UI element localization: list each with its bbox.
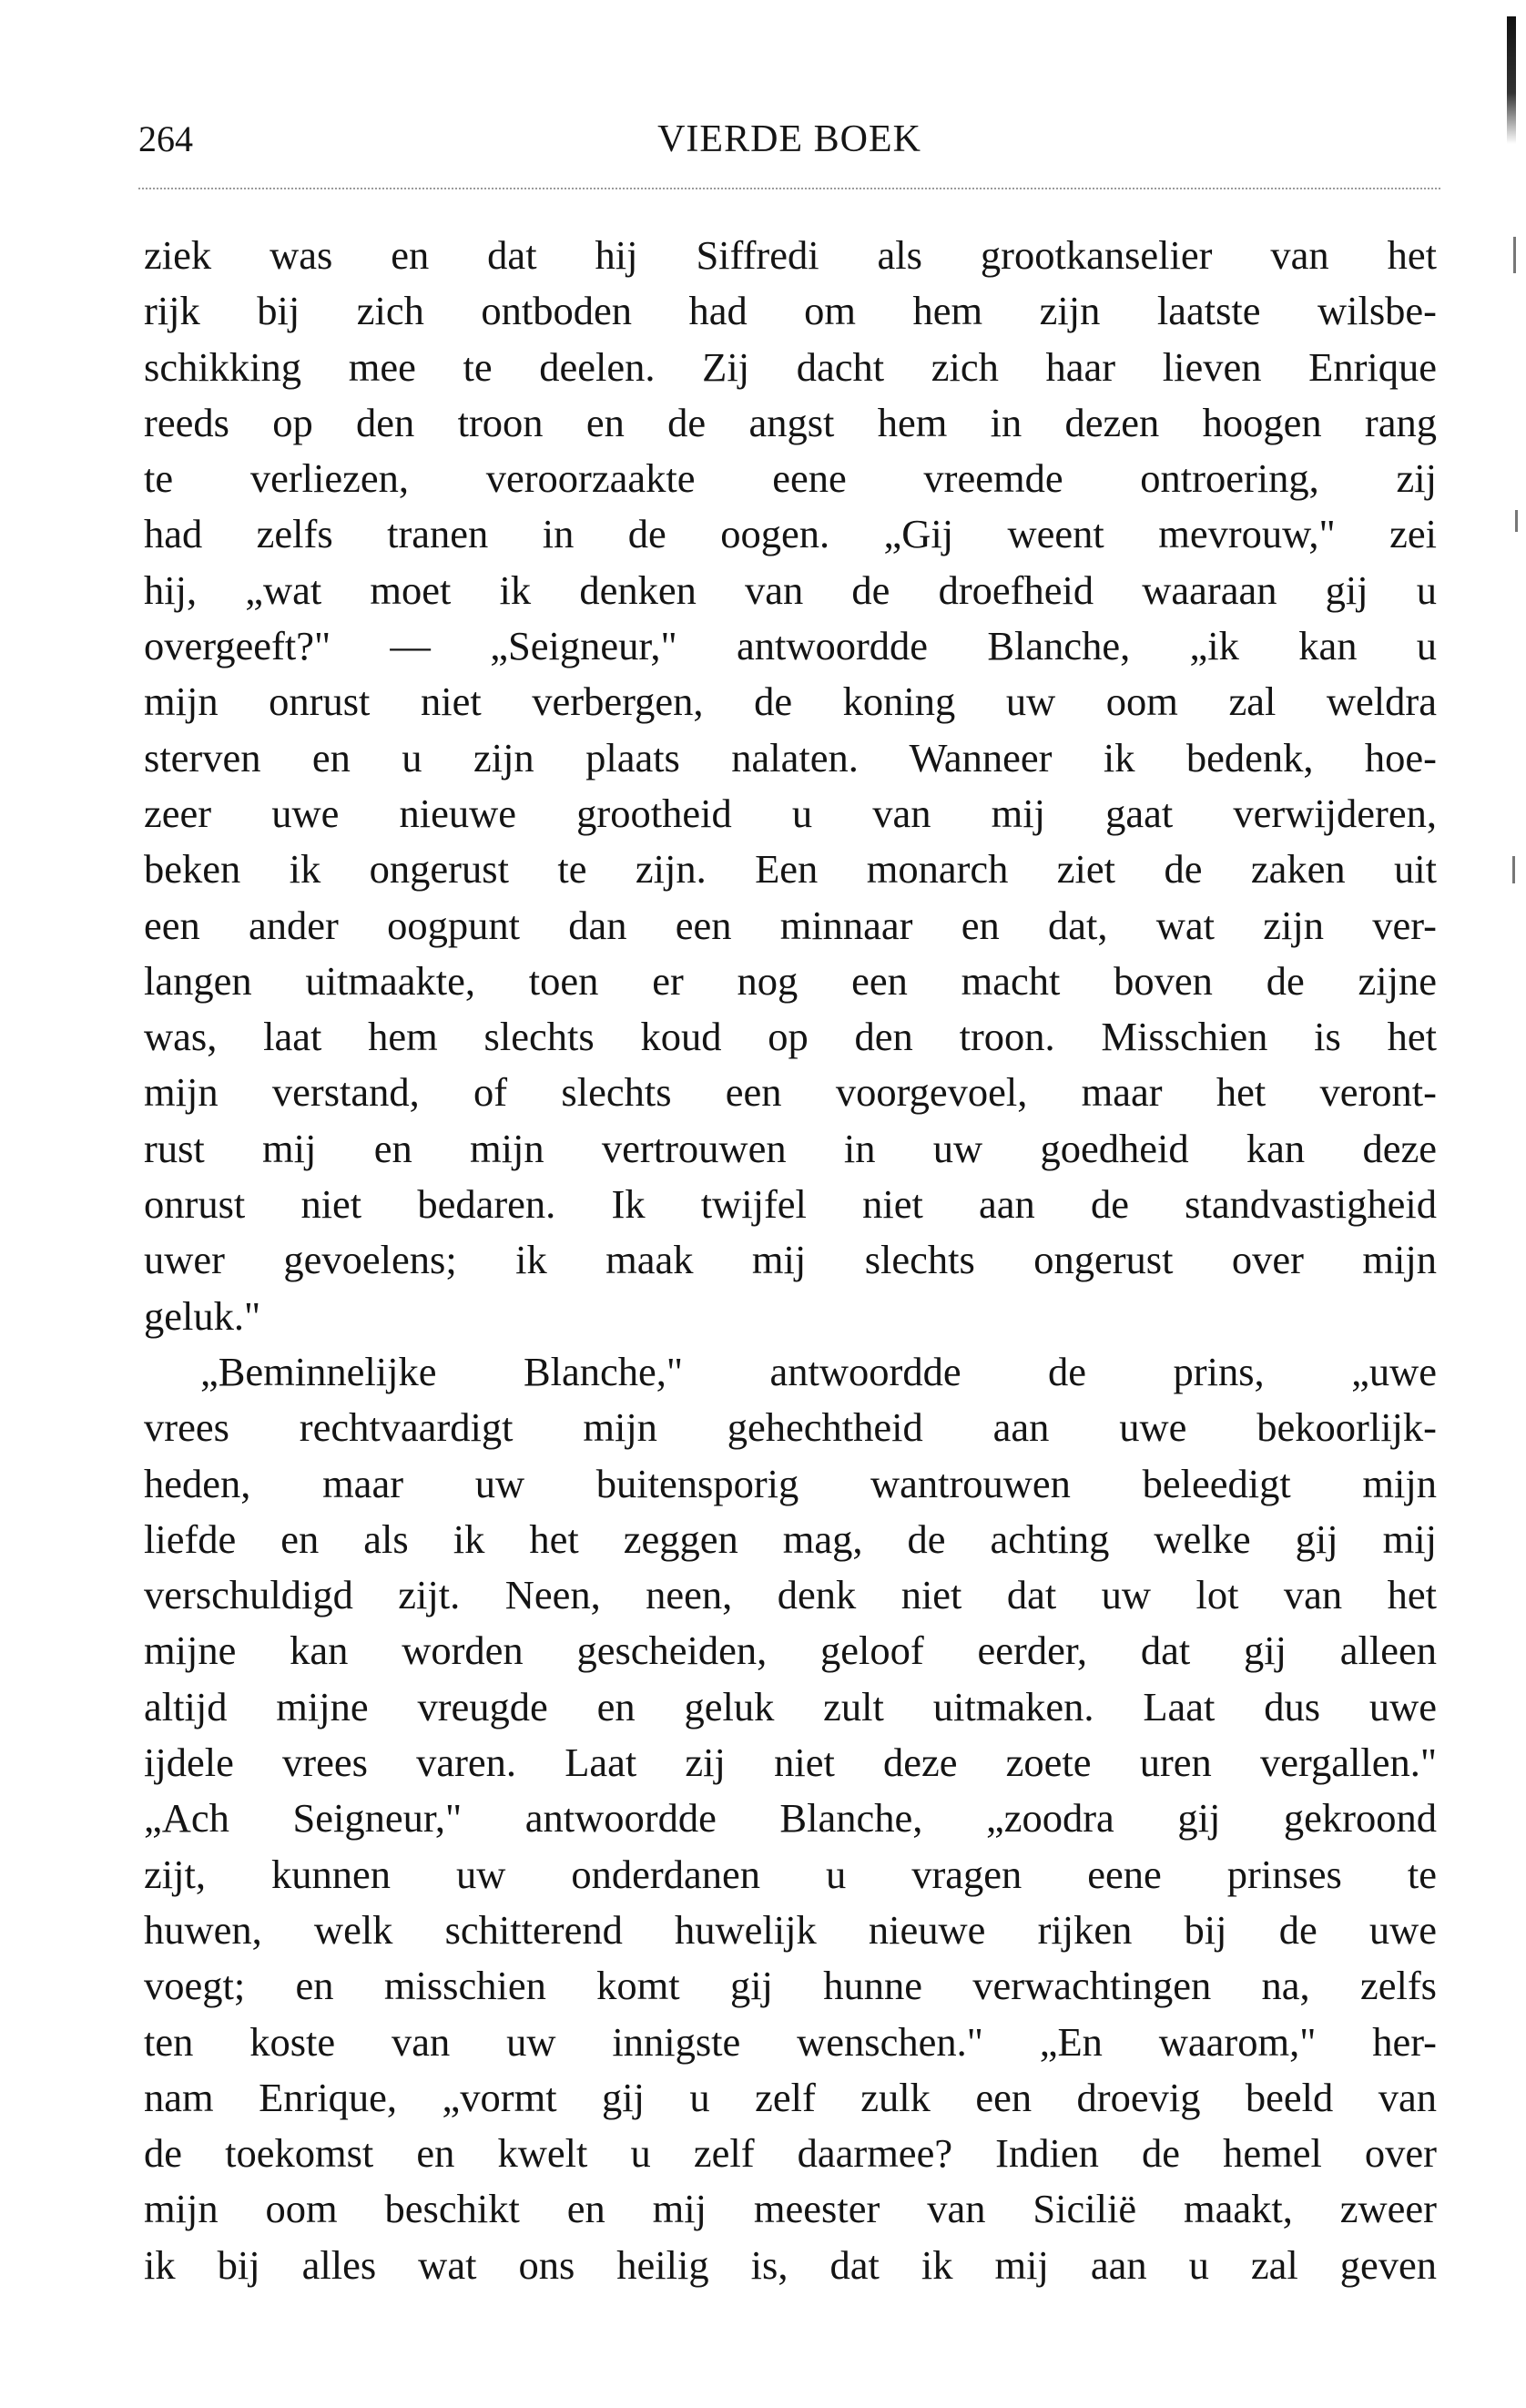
text-line: sterven en u zijn plaats nalaten. Wanneer ik bedenk, hoe- [144, 734, 1437, 781]
page-number: 264 [138, 118, 193, 159]
page-edge-speck [1515, 510, 1518, 532]
header-divider [138, 188, 1440, 189]
text-line: ten koste van uw innigste wenschen." „En waarom," her- [144, 2018, 1437, 2065]
text-line: vrees rechtvaardigt mijn gehechtheid aan uwe bekoorlijk- [144, 1404, 1437, 1451]
text-line: mijn onrust niet verbergen, de koning uw oom zal weldra [144, 679, 1437, 725]
text-line: ik bij alles wat ons heilig is, dat ik mij aan u zal geven [144, 2241, 1437, 2288]
text-line: een ander oogpunt dan een minnaar en dat, wat zijn ver- [144, 902, 1437, 948]
text-line: ziek was en dat hij Siffredi als grootkanselier van het [144, 232, 1437, 278]
body-text [144, 228, 1437, 2293]
text-line: zijt, kunnen uw onderdanen u vragen eene prinses te [144, 1851, 1437, 1897]
page-edge-speck [1512, 856, 1515, 883]
text-line: rijk bij zich ontboden had om hem zijn laatste wilsbe- [144, 288, 1437, 334]
text-line: onrust niet bedaren. Ik twijfel niet aan de standvastigheid [144, 1181, 1437, 1228]
text-line: te verliezen, veroorzaakte eene vreemde ontroering, zij [144, 455, 1437, 502]
text-line: had zelfs tranen in de oogen. „Gij weent mevrouw," zei [144, 511, 1437, 557]
running-title: VIERDE BOEK [657, 118, 921, 160]
page-edge-shadow [1507, 16, 1516, 144]
text-line: zeer uwe nieuwe grootheid u van mij gaat verwijderen, [144, 790, 1437, 836]
text-line: huwen, welk schitterend huwelijk nieuwe rijken bij de uwe [144, 1906, 1437, 1953]
text-line: nam Enrique, „vormt gij u zelf zulk een droevig beeld van [144, 2074, 1437, 2120]
text-line: altijd mijne vreugde en geluk zult uitmaken. Laat dus uwe [144, 1683, 1437, 1729]
text-line: heden, maar uw buitensporig wantrouwen beleedigt mijn [144, 1460, 1437, 1506]
text-line: langen uitmaakte, toen er nog een macht boven de zijne [144, 957, 1437, 1004]
text-line: beken ik ongerust te zijn. Een monarch ziet de zaken uit [144, 846, 1437, 893]
text-line: liefde en als ik het zeggen mag, de achting welke gij mij [144, 1515, 1437, 1562]
text-line: geluk." [144, 1292, 261, 1339]
text-line: voegt; en misschien komt gij hunne verwachtingen na, zelfs [144, 1963, 1437, 2009]
text-line: mijn oom beschikt en mij meester van Sicilië maakt, zweer [144, 2186, 1437, 2232]
page-edge-speck [1513, 237, 1516, 273]
text-line: schikking mee te deelen. Zij dacht zich haar lieven Enrique [144, 343, 1437, 390]
text-line: mijne kan worden gescheiden, geloof eerder, dat gij alleen [144, 1627, 1437, 1674]
text-line: verschuldigd zijt. Neen, neen, denk niet dat uw lot van het [144, 1572, 1437, 1618]
text-line: overgeeft?" — „Seigneur," antwoordde Blanche, „ik kan u [144, 623, 1437, 669]
text-line: „Ach Seigneur," antwoordde Blanche, „zoodra gij gekroond [144, 1795, 1437, 1842]
page-header [138, 107, 1440, 171]
text-line: hij, „wat moet ik denken van de droefheid waaraan gij u [144, 566, 1437, 613]
text-line: reeds op den troon en de angst hem in dezen hoogen rang [144, 399, 1437, 445]
text-line: was, laat hem slechts koud op den troon. Misschien is het [144, 1014, 1437, 1060]
text-line: uwer gevoelens; ik maak mij slechts ongerust over mijn [144, 1237, 1437, 1283]
text-line: mijn verstand, of slechts een voorgevoel, maar het veront- [144, 1069, 1437, 1116]
text-line: ijdele vrees varen. Laat zij niet deze zoete uren vergallen." [144, 1740, 1437, 1786]
text-line: de toekomst en kwelt u zelf daarmee? Indien de hemel over [144, 2130, 1437, 2177]
text-line: „Beminnelijke Blanche," antwoordde de prins, „uwe [200, 1348, 1437, 1394]
text-line: rust mij en mijn vertrouwen in uw goedheid kan deze [144, 1125, 1437, 1171]
